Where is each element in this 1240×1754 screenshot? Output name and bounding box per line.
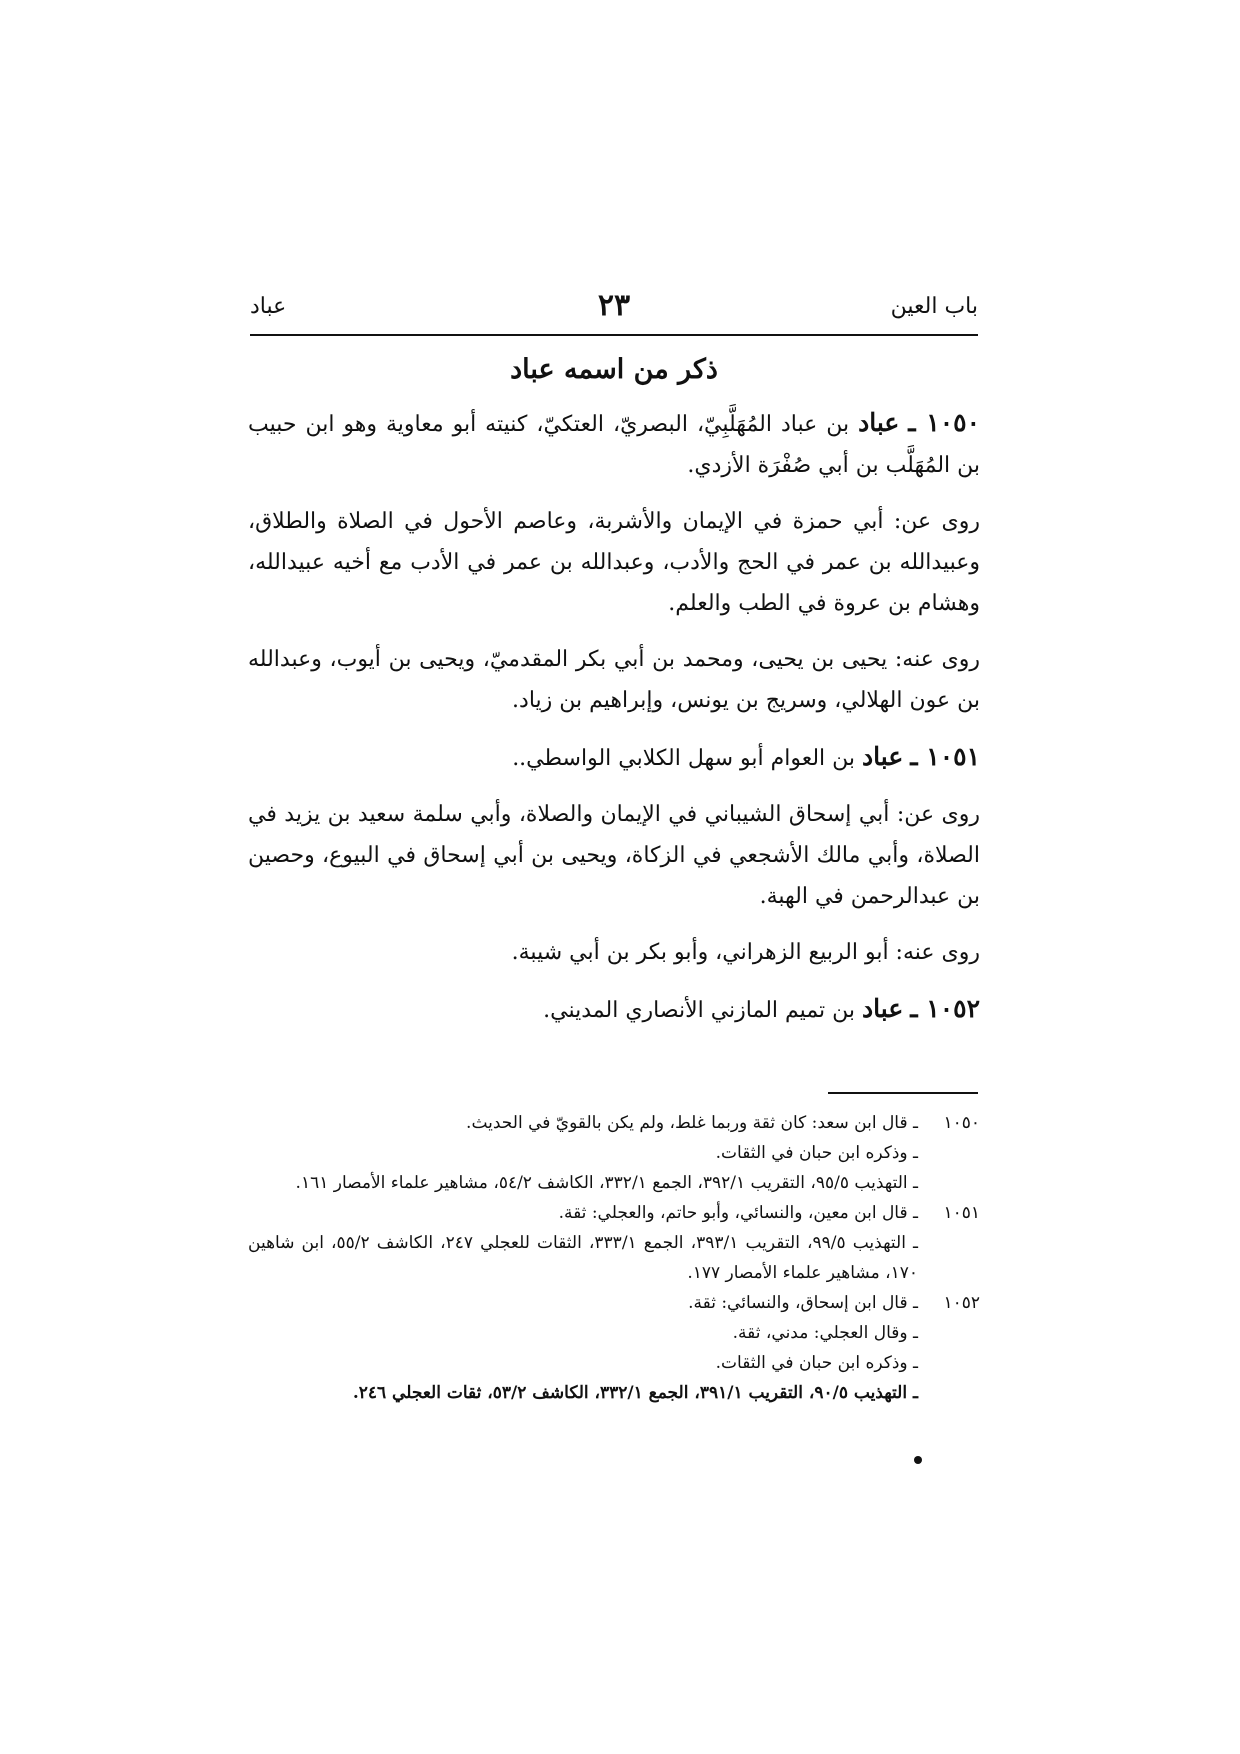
entry-1051-narrated-from: روى عن: أبي إسحاق الشيباني في الإيمان والصلاة، وأبي سلمة سعيد بن يزيد في الصلاة، وأبي مالك الأشجعي في الزكاة، ويحيى بن أبي إسحاق في البيوع، وحصين بن عبدالرحمن في الهبة. xyxy=(248,802,980,909)
chapter-title: باب العين xyxy=(890,294,978,319)
footnote-1051 xyxy=(248,1198,980,1288)
footnote-number: ١٠٥١ xyxy=(943,1203,980,1223)
entry-1052-intro xyxy=(248,988,980,1031)
footnote-line: ـ قال ابن إسحاق، والنسائي: ثقة. xyxy=(688,1293,918,1313)
entry-intro-text: بن عباد المُهَلَّبِيّ، البصريّ، العتكيّ، كنيته أبو معاوية وهو ابن حبيب بن المُهَلَّب بن أبي صُفْرَة الأزدي. xyxy=(248,412,980,478)
bullet-mark xyxy=(914,1456,922,1464)
entry-1050-narrated-by: روى عنه: يحيى بن يحيى، ومحمد بن أبي بكر المقدميّ، ويحيى بن أيوب، وعبدالله بن عون الهلالي، وسريج بن يونس، وإبراهيم بن زياد. xyxy=(248,647,980,713)
section-title: ذكر من اسمه عباد xyxy=(510,354,718,385)
entry-name: عباد xyxy=(862,994,904,1023)
footnote-rule xyxy=(828,1092,978,1094)
entry-number: ١٠٥٢ ـ xyxy=(910,994,980,1023)
footnote-line: ـ قال ابن معين، والنسائي، وأبو حاتم، والعجلي: ثقة. xyxy=(558,1203,918,1223)
header-rule xyxy=(250,334,978,336)
entry-intro-text: بن تميم المازني الأنصاري المديني. xyxy=(543,998,863,1023)
entry-1050-narrated-from: روى عن: أبي حمزة في الإيمان والأشربة، وعاصم الأحول في الصلاة والطلاق، وعبيدالله بن عمر في الحج والأدب، وعبدالله بن عمر في الأدب مع أخيه عبيدالله، وهشام بن عروة في الطب والعلم. xyxy=(248,509,980,616)
entry-name: عباد xyxy=(858,408,900,437)
footnotes xyxy=(248,1108,980,1408)
footnote-lines xyxy=(248,1198,918,1288)
footnote-line: ـ قال ابن سعد: كان ثقة وربما غلط، ولم يكن بالقويّ في الحديث. xyxy=(466,1113,918,1133)
footnote-line: ـ التهذيب ٩٠/٥، التقريب ٣٩١/١، الجمع ٣٣٢/١، الكاشف ٥٣/٢، ثقات العجلي ٢٤٦. xyxy=(352,1383,918,1403)
entry-number: ١٠٥١ ـ xyxy=(910,742,980,771)
footnote-number: ١٠٥٠ xyxy=(943,1113,980,1133)
footnote-line: ـ التهذيب ٩٩/٥، التقريب ٣٩٣/١، الجمع ٣٣٣/١، الثقات للعجلي ٢٤٧، الكاشف ٥٥/٢، ابن شاهين ١٧٠، مشاهير علماء الأمصار ١٧٧. xyxy=(248,1233,919,1283)
entry-1051-narrated-by: روى عنه: أبو الربيع الزهراني، وأبو بكر بن أبي شيبة. xyxy=(511,940,980,965)
entry-intro-text: بن العوام أبو سهل الكلابي الواسطي.. xyxy=(512,746,863,771)
footnote-lines xyxy=(248,1288,918,1408)
entry-number: ١٠٥٠ ـ xyxy=(908,408,980,437)
footnote-1052 xyxy=(248,1288,980,1408)
page-number: ٢٣ xyxy=(597,288,631,323)
entry-1050-intro xyxy=(248,402,980,486)
main-text xyxy=(248,350,980,1046)
footnote-1050 xyxy=(248,1108,980,1198)
entry-1051-intro xyxy=(248,736,980,779)
running-header xyxy=(250,288,978,336)
footnote-line: ـ وقال العجلي: مدني، ثقة. xyxy=(732,1323,918,1343)
header-keyword: عباد xyxy=(250,294,287,319)
footnote-number: ١٠٥٢ xyxy=(943,1293,980,1313)
footnote-line: ـ وذكره ابن حبان في الثقات. xyxy=(715,1353,918,1373)
entry-name: عباد xyxy=(862,742,904,771)
footnote-lines xyxy=(248,1108,918,1198)
footnote-line: ـ وذكره ابن حبان في الثقات. xyxy=(715,1143,918,1163)
footnote-line: ـ التهذيب ٩٥/٥، التقريب ٣٩٢/١، الجمع ٣٣٢/١، الكاشف ٥٤/٢، مشاهير علماء الأمصار ١٦١. xyxy=(295,1173,918,1193)
